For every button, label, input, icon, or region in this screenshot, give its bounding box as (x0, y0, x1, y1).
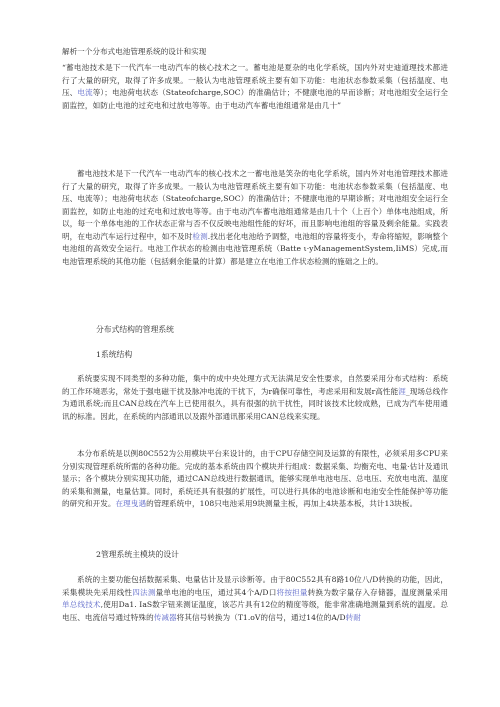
text-run: 分布式结构的管理系统 (96, 325, 174, 334)
inline-link[interactable]: 转耐 (345, 612, 361, 622)
inline-link[interactable]: 涯 (398, 386, 406, 396)
text-run: 系统的主要功能包括数据采集、电量估计及显示诊断等。由于80C552具有8路10位八/D转换的功能，因此，采集模块先采用线性 (62, 575, 448, 597)
text-run: ,使用Da1. IaS数字钮来测证温度，该芯片具有12位的精度等级，能非常准确地测量到系统的温度。总电压、电流信号通过特殊的 (62, 600, 449, 622)
text-run: 将其信号转换为（T1.oV的信号，通过14位的A/D (176, 612, 346, 622)
text-run: “蓄电池技术是下一代汽车一电动汽车的核心技术之一。蓄电池是夏杂的电化学系统，国内外对史迪道理技术都进行了大量的研究，取得了许多成果。一般认为电池管理系统主要有如下功能：电池状态参数采集（包括温度、电压、 (62, 63, 448, 98)
text-run: .找出老化电池给予调整，电池组的容量将变小，寿命将缩短，影响整个电池组的高效安全运行。电池工作状态的检测由电池管理系统（Batte ι·yManagementSystem,IiMS）完成,而电池管理系统的其他功能（包括剩余能量的计算）都是建立在电池工作状态检测的施础之上的。 (62, 231, 448, 266)
text-run: 蓄电池技术是下一代汽车一电动汽车的核心技术之一蓄电池是笑杂的电化学系统，国内外对电池管理技术都进行了大量的研究，取得了许多成果。一般认为电池管理系统主要有如下功能：电池状态参数采集（包括温度、电压、电流等）；电池荷电状态（Stateofcharge,SOC）的准确估计；不健康电池的早期诊断；对电池组安全运行全面监控，如防止电池的过充电和过放电等等。由于电动汽车蓄电池组通常是由几十个（上百个）单体电池组成，所以，每一个单体电池的工作状态正常与否不仅反映电池组性能的好坏，而且影响电池组的容量及剩余能量。实践表明，在电动汽车运行过程中，如不及时 (62, 169, 448, 241)
text-run: 等）；电池荷电状态（Stateofcharge,SOC）的准确估计；不健康电池的早而诊断；对电池组安全运行全面监控，如防止电池的过充电和过放电等等。由于电动汽车蓄电池组通常是由几十” (62, 88, 448, 110)
inline-link[interactable]: 电流 (77, 88, 93, 98)
text-run: 系统要实现不同类型的多种功能，集中的成中央处理方式无法满足安全性要求，自然要采用分布式结构：系统的工作环境恶劣，常处于强电磁干扰及脉冲电流的干扰下，为r确保可靠性，考虑采用和发展r高性能 (62, 374, 448, 396)
body-paragraph-2 (62, 373, 448, 423)
inline-link[interactable]: 传减器 (153, 612, 177, 622)
text-run: 1系统结构 (96, 350, 133, 359)
intro-quote-paragraph (62, 62, 448, 112)
inline-link[interactable]: 将按担量 (276, 587, 308, 597)
heading-main-module-design (96, 550, 179, 559)
text-run: 量单电池的电压，通过其4个A/D口 (155, 587, 277, 597)
body-paragraph-1 (62, 168, 448, 268)
text-run: 2管理系统主模块的设计 (96, 550, 179, 559)
inline-link[interactable]: 检测 (192, 231, 208, 241)
body-paragraph-4 (62, 574, 448, 624)
section-title (96, 325, 174, 334)
heading-system-structure (96, 350, 132, 359)
text-run: 转换为数字量存入存储器，温度测量采用 (307, 587, 449, 597)
text-run: 本分布系统是以例80C552为公用模块平台来设计的，由于CPU存储空间及运算的有限性，必须采用多CPU来分别实现管理系统所需的各种功能。完成的基本系统由四个模块并行组成：数据采集、均衡充电、电量·估计及通讯显示；各个模块分别实现其功能，通过CAN总线进行数据通讯，能够实现单电池电压、总电压、充放电电流、温度的采集和测量，电量估算。同时，系统还具有很强的扩展性，可以进行具体的电池诊断和电池安全性能保护等功能的研究和开发。 (62, 449, 448, 509)
inline-link[interactable]: 四法测 (132, 587, 156, 597)
body-paragraph-3 (62, 448, 448, 511)
inline-link[interactable]: 在理曳遇 (115, 499, 147, 509)
text-run: 的管理系统中，108只电池采用9块测量主板，再加上4块基本板，共计13块板。 (146, 499, 418, 509)
text-run: _现场总线作为通讯系统;而且CAN总线在汽车上已使用很久，具有很强的抗干扰性，同时该技术比较成熟，已成为汽车使用通讯的标准。因此，在系统的内部通讯以及跟外部通讯都采用CAN总线来实现。 (62, 386, 448, 421)
document-title: 解析一个分布式电池管理系统的设计和实现 (62, 47, 207, 56)
inline-link[interactable]: 单总线技术 (62, 600, 101, 610)
